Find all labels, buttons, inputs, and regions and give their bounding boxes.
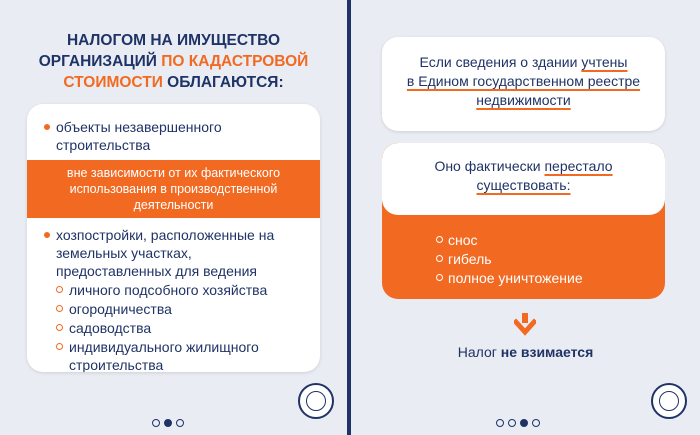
- right-slide: [351, 0, 700, 435]
- pager-dot[interactable]: [152, 419, 160, 427]
- sub-list-item: [56, 300, 172, 318]
- underlined-text: недвижимости: [476, 92, 571, 108]
- note-bold: не взимается: [500, 344, 594, 360]
- list-item: [44, 226, 306, 280]
- sub-item-text: огородничества: [69, 301, 172, 317]
- sub-item-text: индивидуального жилищного строительства: [69, 339, 259, 372]
- list-item: [44, 118, 276, 154]
- underlined-text: перестало: [544, 158, 613, 174]
- item-text: снос: [448, 232, 478, 248]
- emblem-icon: [298, 383, 334, 419]
- ring-bullet-icon: [56, 343, 63, 350]
- item-text: объекты незавершенного строительства: [56, 119, 222, 153]
- pager-dot[interactable]: [532, 419, 540, 427]
- pager-dot-active[interactable]: [520, 419, 528, 427]
- arrow-down-icon: [514, 313, 536, 337]
- ring-bullet-icon: [56, 286, 63, 293]
- ceased-to-exist-card: [382, 143, 665, 299]
- heading-accent: СТОИМОСТИ: [63, 74, 163, 91]
- emblem-center: [659, 391, 679, 411]
- heading-line-3: [0, 72, 347, 93]
- tax-not-charged-note: [351, 344, 700, 360]
- heading-accent: ПО КАДАСТРОВОЙ: [161, 53, 309, 70]
- emblem-icon: [651, 383, 687, 419]
- item-text: полное уничтожение: [448, 270, 583, 286]
- bullet-icon: [44, 232, 50, 238]
- underlined-text: существовать:: [476, 177, 571, 193]
- card-text: [382, 157, 665, 195]
- ring-bullet-icon: [436, 236, 443, 243]
- pager-dot[interactable]: [496, 419, 504, 427]
- ring-bullet-icon: [436, 274, 443, 281]
- pager-dot[interactable]: [508, 419, 516, 427]
- ring-bullet-icon: [56, 324, 63, 331]
- underlined-text: в Едином государственном реестре: [406, 73, 641, 89]
- card-line: [382, 53, 665, 72]
- pager-dots[interactable]: [152, 419, 184, 427]
- ring-bullet-icon: [56, 305, 63, 312]
- item-text: хозпостройки, расположенные на земельных участках, предоставленных для ведения: [56, 227, 275, 279]
- sub-list-item: [56, 319, 151, 337]
- text-part: Если сведения о здании: [419, 54, 582, 70]
- heading-part: ОРГАНИЗАЦИЙ: [38, 53, 162, 70]
- heading-line-1: НАЛОГОМ НА ИМУЩЕСТВО: [66, 32, 281, 49]
- list-item: [436, 231, 478, 249]
- bullet-icon: [44, 124, 50, 130]
- pager-dot[interactable]: [176, 419, 184, 427]
- heading-part: ОБЛАГАЮТСЯ:: [162, 74, 284, 91]
- text-part: Оно фактически: [434, 158, 545, 174]
- list-item: [436, 250, 492, 268]
- pager-dots[interactable]: [496, 419, 540, 427]
- slide-heading: [0, 30, 347, 93]
- ring-bullet-icon: [436, 255, 443, 262]
- sub-list-item: [56, 281, 267, 299]
- sub-list-item: [56, 338, 289, 372]
- sub-item-text: садоводства: [69, 320, 152, 336]
- list-item: [436, 269, 583, 287]
- pager-dot-active[interactable]: [164, 419, 172, 427]
- emblem-center: [306, 391, 326, 411]
- taxable-objects-card: [27, 104, 320, 372]
- sub-item-text: личного подсобного хозяйства: [69, 282, 268, 298]
- heading-line-2: [0, 51, 347, 72]
- card-line: [382, 157, 665, 176]
- note-text: Налог: [457, 344, 501, 360]
- usage-note-band: вне зависимости от их фактического использования в производственной деятельности: [27, 160, 320, 218]
- underlined-text: учтены: [581, 54, 628, 70]
- card-header: [382, 143, 665, 215]
- left-slide: [0, 0, 347, 435]
- card-text: [382, 53, 665, 110]
- item-text: гибель: [448, 251, 492, 267]
- registry-condition-card: [382, 37, 665, 131]
